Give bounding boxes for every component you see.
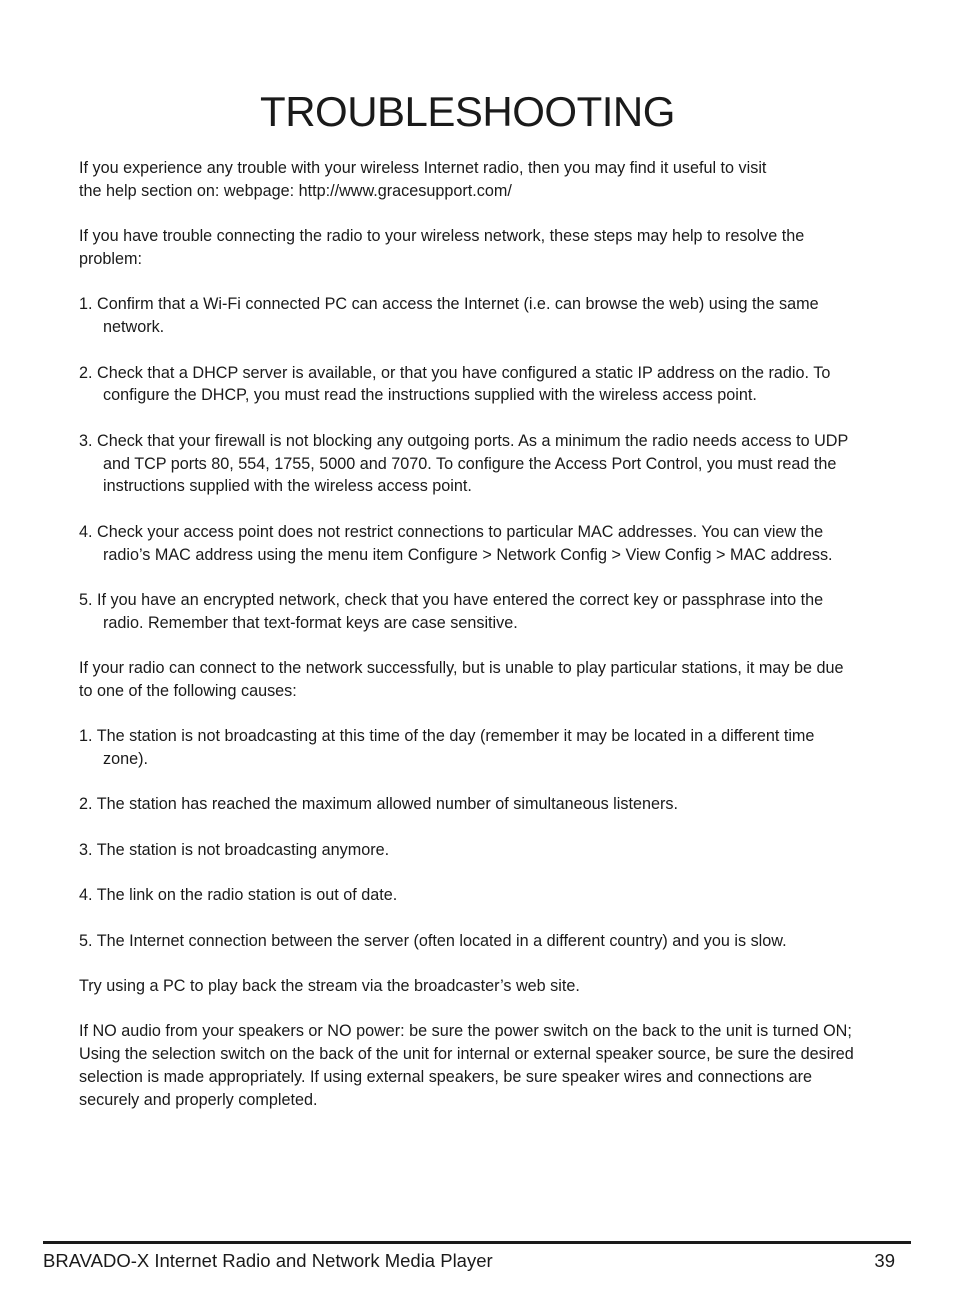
network-step-4: 4. Check your access point does not restrict connections to particular MAC addresses. You can view the radio’s MAC address using the menu item Configure > Network Config > View Config > MAC address. <box>79 522 833 564</box>
try-pc-paragraph: Try using a PC to play back the stream via the broadcaster’s web site. <box>79 977 580 996</box>
network-step-1: 1. Confirm that a Wi-Fi connected PC can access the Internet (i.e. can browse the web) using the same network. <box>79 295 819 337</box>
help-text-line2: the help section on: webpage: http://www.gracesupport.com/ <box>79 181 512 200</box>
network-step-3: 3. Check that your firewall is not blocking any outgoing ports. As a minimum the radio needs access to UDP and TCP ports 80, 554, 1755, 5000 and 7070. To configure the Access Port Control, you must read the instructions supplied with the wireless access point. <box>79 431 848 496</box>
footer-product-name: BRAVADO-X Internet Radio and Network Media Player <box>43 1250 493 1271</box>
footer-divider <box>43 1241 911 1244</box>
station-cause-4: 4. The link on the radio station is out of date. <box>79 886 398 905</box>
troubleshooting-content <box>79 157 859 1134</box>
network-step-5: 5. If you have an encrypted network, check that you have entered the correct key or passphrase into the radio. Remember that text-format keys are case sensitive. <box>79 590 824 632</box>
no-audio-paragraph: If NO audio from your speakers or NO power: be sure the power switch on the back to the unit is turned ON; Using the selection switch on the back of the unit for internal or external speaker source, be sure the desired selection is made appropriately. If using external speakers, be sure speaker wires and connections are securely and properly completed. <box>79 1022 854 1109</box>
station-cause-2: 2. The station has reached the maximum allowed number of simultaneous listeners. <box>79 795 678 814</box>
station-cause-1: 1. The station is not broadcasting at this time of the day (remember it may be located in a different time zone). <box>79 727 815 769</box>
footer-page-number: 39 <box>874 1250 895 1271</box>
station-cause-5: 5. The Internet connection between the server (often located in a different country) and you is slow. <box>79 931 787 950</box>
help-text-line1: If you experience any trouble with your wireless Internet radio, then you may find it useful to visit <box>79 159 767 177</box>
network-lead-paragraph: If you have trouble connecting the radio to your wireless network, these steps may help to resolve the problem: <box>79 227 805 268</box>
station-cause-3: 3. The station is not broadcasting anymore. <box>79 840 390 859</box>
network-step-2: 2. Check that a DHCP server is available, or that you have configured a static IP address on the radio. To configure the DHCP, you must read the instructions supplied with the wireless access point. <box>79 363 831 405</box>
stations-lead-paragraph: If your radio can connect to the network successfully, but is unable to play particular stations, it may be due to one of the following causes: <box>79 659 844 700</box>
page-title: TROUBLESHOOTING <box>260 88 675 135</box>
help-paragraph <box>79 157 859 203</box>
